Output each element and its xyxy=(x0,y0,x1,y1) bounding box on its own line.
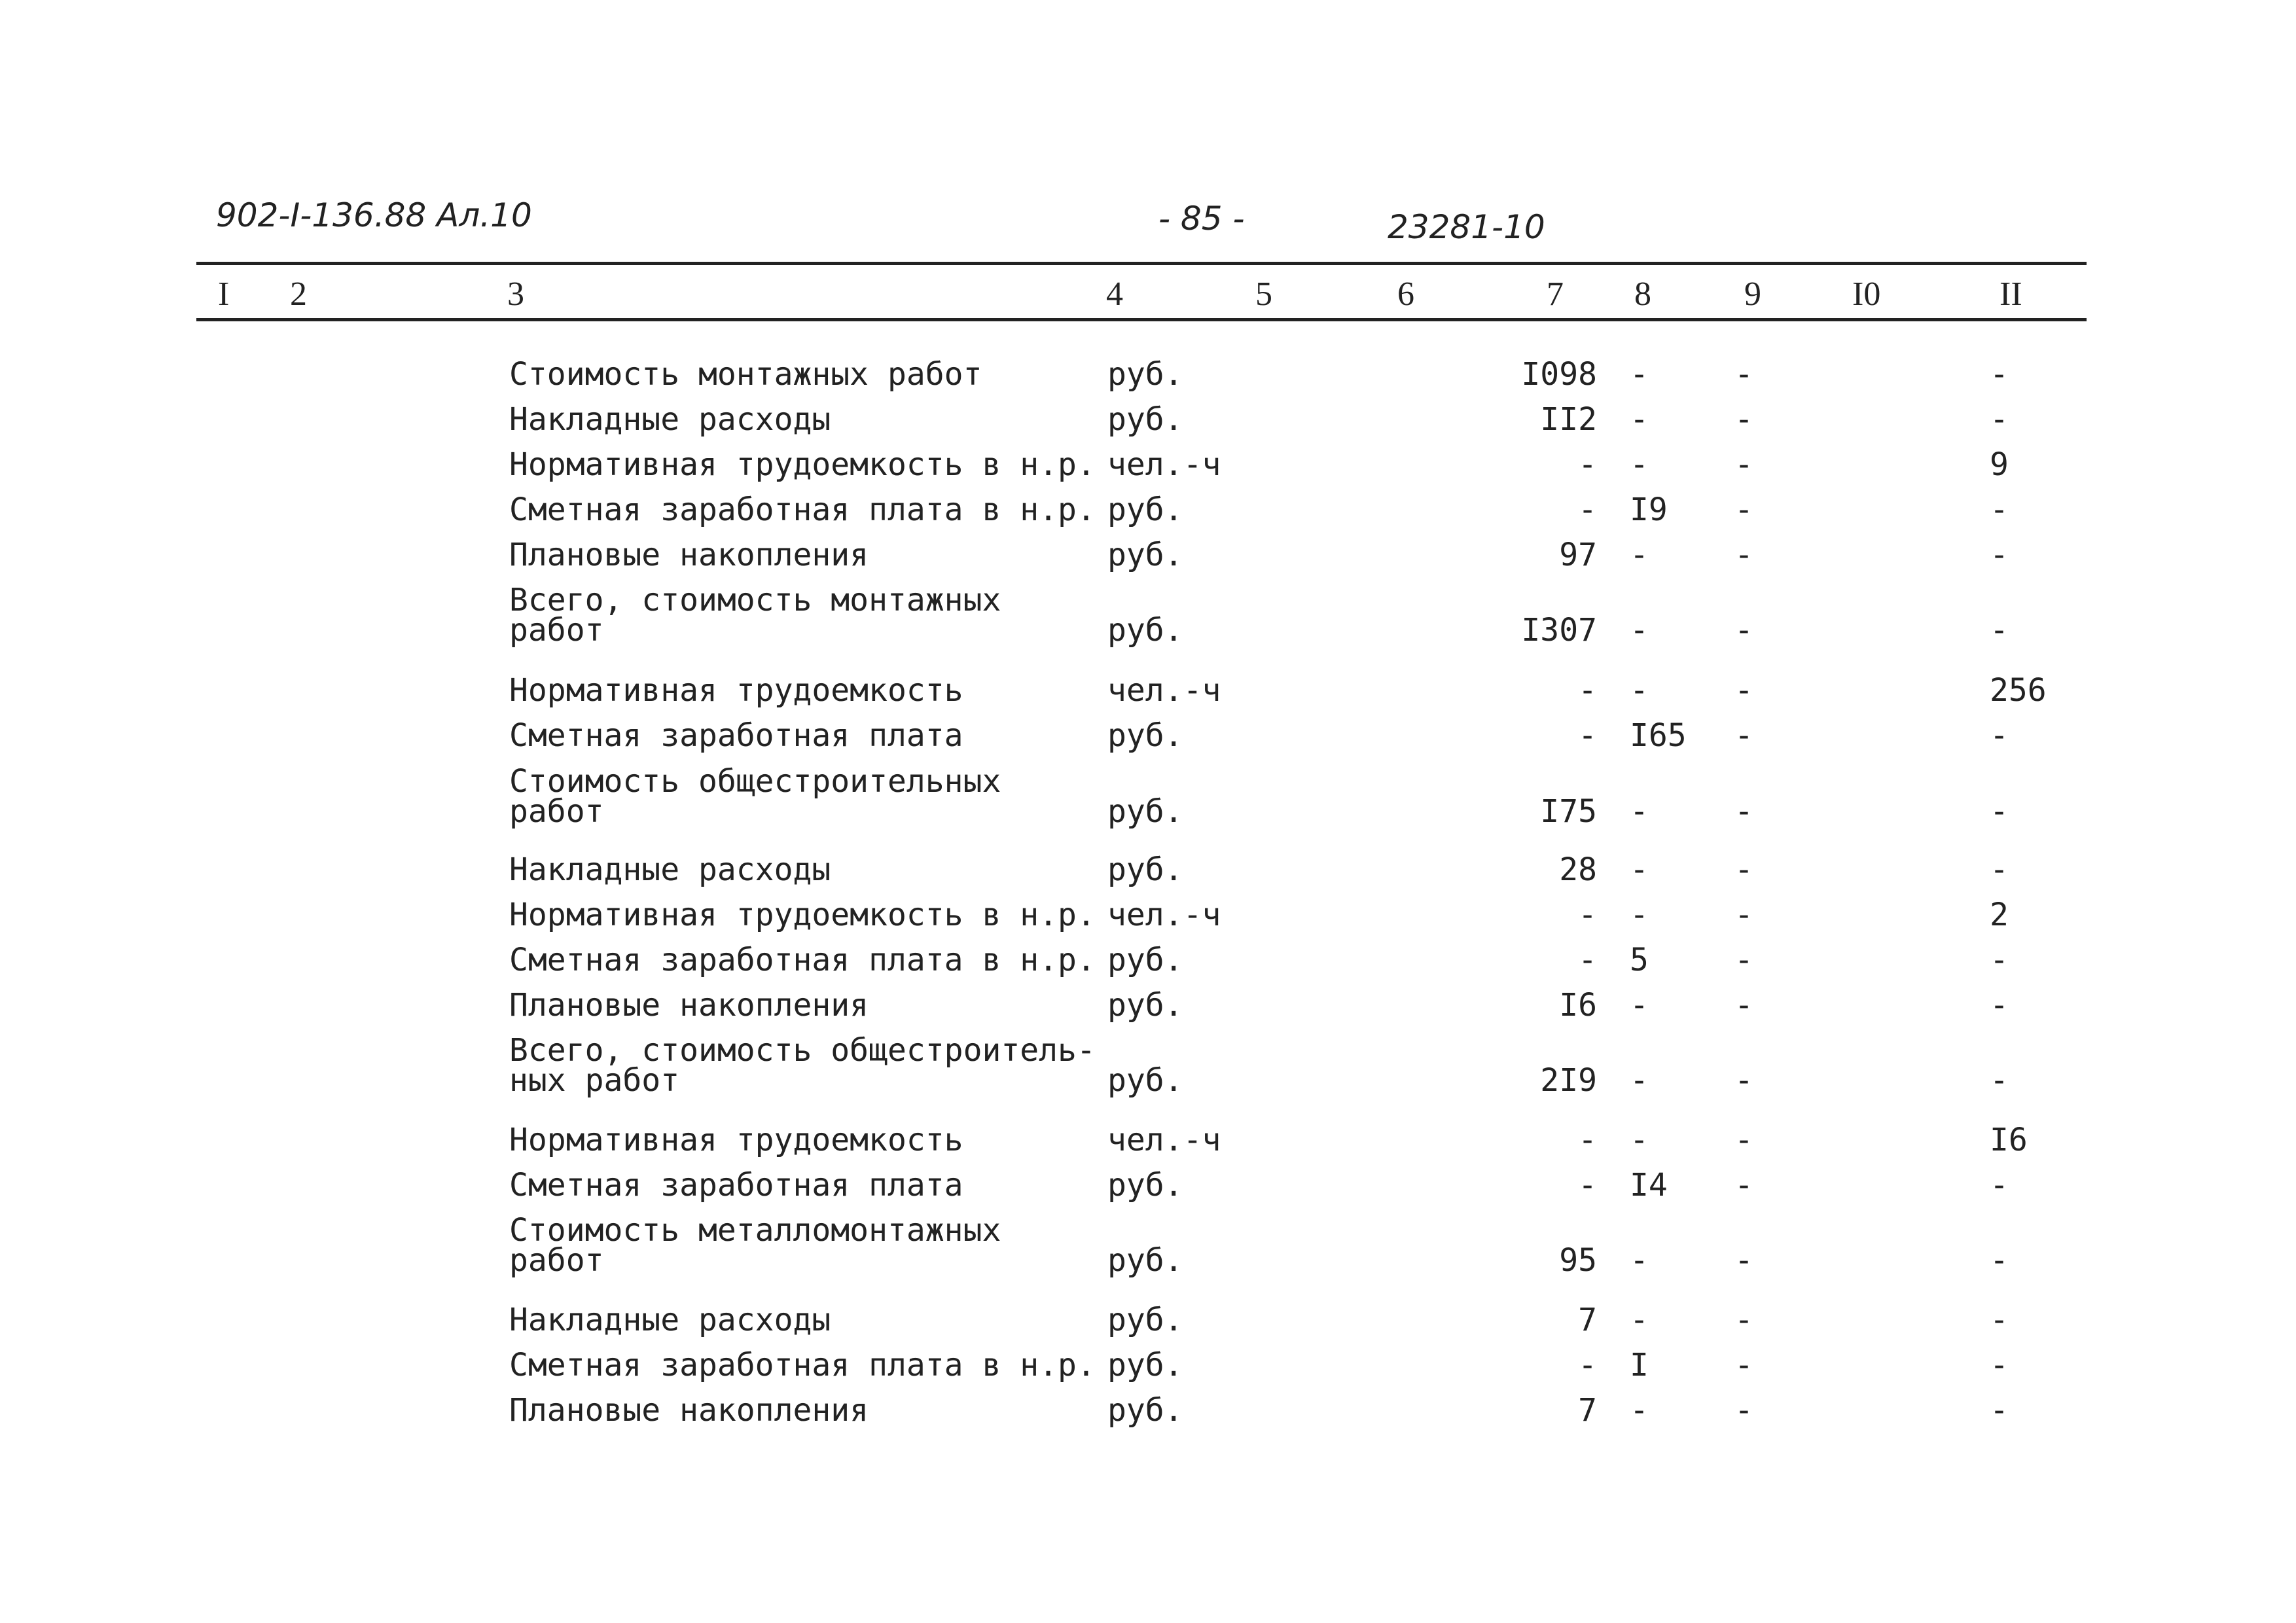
row-value-col8: - xyxy=(1630,897,1649,933)
row-value-col11: - xyxy=(1990,1242,2009,1279)
row-unit: руб. xyxy=(1107,491,1183,528)
row-value-col7: 7 xyxy=(1578,1302,1597,1338)
row-unit: руб. xyxy=(1107,612,1183,649)
page-number: - 85 - xyxy=(1158,200,1245,238)
row-name-line: работ xyxy=(509,1242,604,1279)
row-name-line: Всего, стоимость монтажных xyxy=(509,582,1001,618)
row-value-col9: - xyxy=(1734,897,1753,933)
row-value-col11: - xyxy=(1990,356,2009,393)
row-name-line: Плановые накопления xyxy=(509,1392,869,1429)
row-name-line: Нормативная трудоемкость в н.р. xyxy=(509,897,1096,933)
row-unit: руб. xyxy=(1107,1392,1183,1429)
row-name-line: Стоимость общестроительных xyxy=(509,763,1001,800)
row-value-col7: - xyxy=(1578,1167,1597,1204)
row-value-col11: - xyxy=(1990,537,2009,573)
row-unit: руб. xyxy=(1107,851,1183,888)
row-value-col7: I098 xyxy=(1521,356,1597,393)
table-row xyxy=(0,356,2296,404)
row-value-col9: - xyxy=(1734,612,1753,649)
row-name-line: Нормативная трудоемкость xyxy=(509,1122,963,1158)
row-value-col9: - xyxy=(1734,356,1753,393)
row-value-col8: - xyxy=(1630,851,1649,888)
row-value-col8: I9 xyxy=(1630,491,1668,528)
row-unit: руб. xyxy=(1107,942,1183,978)
row-unit: руб. xyxy=(1107,401,1183,438)
row-value-col9: - xyxy=(1734,942,1753,978)
row-value-col8: - xyxy=(1630,612,1649,649)
row-unit: руб. xyxy=(1107,1062,1183,1099)
row-value-col8: 5 xyxy=(1630,942,1649,978)
table-row xyxy=(0,672,2296,721)
row-value-col8: - xyxy=(1630,1392,1649,1429)
table-row xyxy=(0,1349,2296,1395)
row-value-col7: 28 xyxy=(1559,851,1597,888)
row-value-col11: 2 xyxy=(1990,897,2009,933)
row-unit: руб. xyxy=(1107,1347,1183,1383)
column-number-4: 4 xyxy=(1106,276,1123,313)
row-unit: руб. xyxy=(1107,717,1183,754)
row-unit: чел.-ч xyxy=(1107,1122,1221,1158)
row-value-col9: - xyxy=(1734,717,1753,754)
column-number-7: 7 xyxy=(1547,276,1564,313)
row-name-line: Плановые накопления xyxy=(509,537,869,573)
row-name-line: Сметная заработная плата в н.р. xyxy=(509,942,1096,978)
row-value-col9: - xyxy=(1734,793,1753,830)
row-value-col11: - xyxy=(1990,1347,2009,1383)
column-number-8: 8 xyxy=(1634,276,1651,313)
row-value-col8: - xyxy=(1630,1062,1649,1099)
column-number-11: II xyxy=(2000,276,2022,313)
row-name-line: Сметная заработная плата xyxy=(509,1167,963,1204)
row-unit: руб. xyxy=(1107,1302,1183,1338)
row-unit: руб. xyxy=(1107,793,1183,830)
row-value-col8: - xyxy=(1630,537,1649,573)
header-bottom-rule xyxy=(196,318,2087,321)
row-value-col7: I6 xyxy=(1559,987,1597,1024)
row-unit: руб. xyxy=(1107,356,1183,393)
row-name-line: Сметная заработная плата в н.р. xyxy=(509,1347,1096,1383)
row-unit: руб. xyxy=(1107,987,1183,1024)
column-number-9: 9 xyxy=(1744,276,1761,313)
document-code: 902-I-136.88 Ал.10 xyxy=(216,196,532,234)
row-value-col11: - xyxy=(1990,793,2009,830)
row-value-col11: - xyxy=(1990,612,2009,649)
table-row xyxy=(0,446,2296,495)
row-value-col7: - xyxy=(1578,672,1597,709)
row-value-col9: - xyxy=(1734,1392,1753,1429)
row-value-col7: - xyxy=(1578,491,1597,528)
row-value-col7: I75 xyxy=(1540,793,1597,830)
table-row xyxy=(0,763,2296,830)
row-name-line: Всего, стоимость общестроитель- xyxy=(509,1032,1096,1069)
row-name-line: работ xyxy=(509,793,604,830)
table-row xyxy=(0,899,2296,945)
row-value-col8: - xyxy=(1630,793,1649,830)
table-row xyxy=(0,401,2296,450)
row-value-col9: - xyxy=(1734,491,1753,528)
row-value-col7: II2 xyxy=(1540,401,1597,438)
row-value-col8: I xyxy=(1630,1347,1649,1383)
row-value-col9: - xyxy=(1734,1242,1753,1279)
row-value-col7: - xyxy=(1578,717,1597,754)
row-value-col8: I4 xyxy=(1630,1167,1668,1204)
row-name-line: Сметная заработная плата в н.р. xyxy=(509,491,1096,528)
row-value-col9: - xyxy=(1734,1062,1753,1099)
row-value-col8: - xyxy=(1630,1122,1649,1158)
row-name-line: Стоимость монтажных работ xyxy=(509,356,982,393)
row-name-line: работ xyxy=(509,612,604,649)
row-value-col11: - xyxy=(1990,1062,2009,1099)
row-value-col9: - xyxy=(1734,672,1753,709)
row-value-col7: - xyxy=(1578,446,1597,483)
table-row xyxy=(0,1169,2296,1215)
row-value-col9: - xyxy=(1734,401,1753,438)
table-row xyxy=(0,1032,2296,1099)
table-row xyxy=(0,944,2296,990)
row-value-col7: - xyxy=(1578,1122,1597,1158)
table-row xyxy=(0,1392,2296,1440)
row-name-line: Стоимость металломонтажных xyxy=(509,1212,1001,1249)
row-value-col11: - xyxy=(1990,491,2009,528)
row-name-line: Накладные расходы xyxy=(509,401,831,438)
row-value-col9: - xyxy=(1734,1167,1753,1204)
row-name-line: Плановые накопления xyxy=(509,987,869,1024)
row-value-col7: I307 xyxy=(1521,612,1597,649)
column-number-10: I0 xyxy=(1852,276,1881,313)
row-value-col7: - xyxy=(1578,1347,1597,1383)
column-number-5: 5 xyxy=(1255,276,1272,313)
row-value-col9: - xyxy=(1734,987,1753,1024)
row-unit: чел.-ч xyxy=(1107,672,1221,709)
table-row xyxy=(0,851,2296,900)
row-value-col11: - xyxy=(1990,401,2009,438)
row-value-col11: - xyxy=(1990,1302,2009,1338)
row-value-col7: 95 xyxy=(1559,1242,1597,1279)
row-value-col11: - xyxy=(1990,942,2009,978)
table-row xyxy=(0,491,2296,540)
table-row xyxy=(0,1212,2296,1279)
row-value-col11: - xyxy=(1990,717,2009,754)
row-value-col11: - xyxy=(1990,987,2009,1024)
row-name-line: Сметная заработная плата xyxy=(509,717,963,754)
row-value-col8: - xyxy=(1630,401,1649,438)
table-row xyxy=(0,1124,2296,1170)
row-unit: руб. xyxy=(1107,537,1183,573)
table-row xyxy=(0,582,2296,649)
row-unit: чел.-ч xyxy=(1107,897,1221,933)
row-value-col7: 2I9 xyxy=(1540,1062,1597,1099)
row-value-col11: - xyxy=(1990,1392,2009,1429)
row-value-col7: - xyxy=(1578,942,1597,978)
row-value-col7: - xyxy=(1578,897,1597,933)
row-value-col8: I65 xyxy=(1630,717,1687,754)
row-value-col11: - xyxy=(1990,851,2009,888)
row-value-col9: - xyxy=(1734,1302,1753,1338)
header-top-rule xyxy=(196,262,2087,265)
row-value-col7: 7 xyxy=(1578,1392,1597,1429)
row-value-col11: 9 xyxy=(1990,446,2009,483)
row-value-col11: I6 xyxy=(1990,1122,2028,1158)
row-name-line: Накладные расходы xyxy=(509,851,831,888)
row-value-col11: - xyxy=(1990,1167,2009,1204)
row-value-col9: - xyxy=(1734,1122,1753,1158)
row-value-col11: 256 xyxy=(1990,672,2047,709)
document-number: 23281-10 xyxy=(1388,208,1545,246)
table-row xyxy=(0,539,2296,585)
row-value-col8: - xyxy=(1630,356,1649,393)
row-name-line: ных работ xyxy=(509,1062,680,1099)
column-number-6: 6 xyxy=(1397,276,1414,313)
row-name-line: Нормативная трудоемкость xyxy=(509,672,963,709)
table-row xyxy=(0,1304,2296,1350)
row-value-col8: - xyxy=(1630,987,1649,1024)
column-number-1: I xyxy=(218,276,230,313)
table-row xyxy=(0,987,2296,1035)
row-unit: руб. xyxy=(1107,1167,1183,1204)
row-name-line: Накладные расходы xyxy=(509,1302,831,1338)
table-row xyxy=(0,717,2296,766)
row-unit: руб. xyxy=(1107,1242,1183,1279)
column-number-3: 3 xyxy=(507,276,524,313)
row-value-col9: - xyxy=(1734,851,1753,888)
row-value-col8: - xyxy=(1630,446,1649,483)
row-value-col8: - xyxy=(1630,672,1649,709)
row-name-line: Нормативная трудоемкость в н.р. xyxy=(509,446,1096,483)
row-value-col8: - xyxy=(1630,1302,1649,1338)
row-value-col8: - xyxy=(1630,1242,1649,1279)
row-value-col9: - xyxy=(1734,1347,1753,1383)
row-value-col7: 97 xyxy=(1559,537,1597,573)
row-value-col9: - xyxy=(1734,446,1753,483)
row-value-col9: - xyxy=(1734,537,1753,573)
row-unit: чел.-ч xyxy=(1107,446,1221,483)
column-number-2: 2 xyxy=(290,276,307,313)
